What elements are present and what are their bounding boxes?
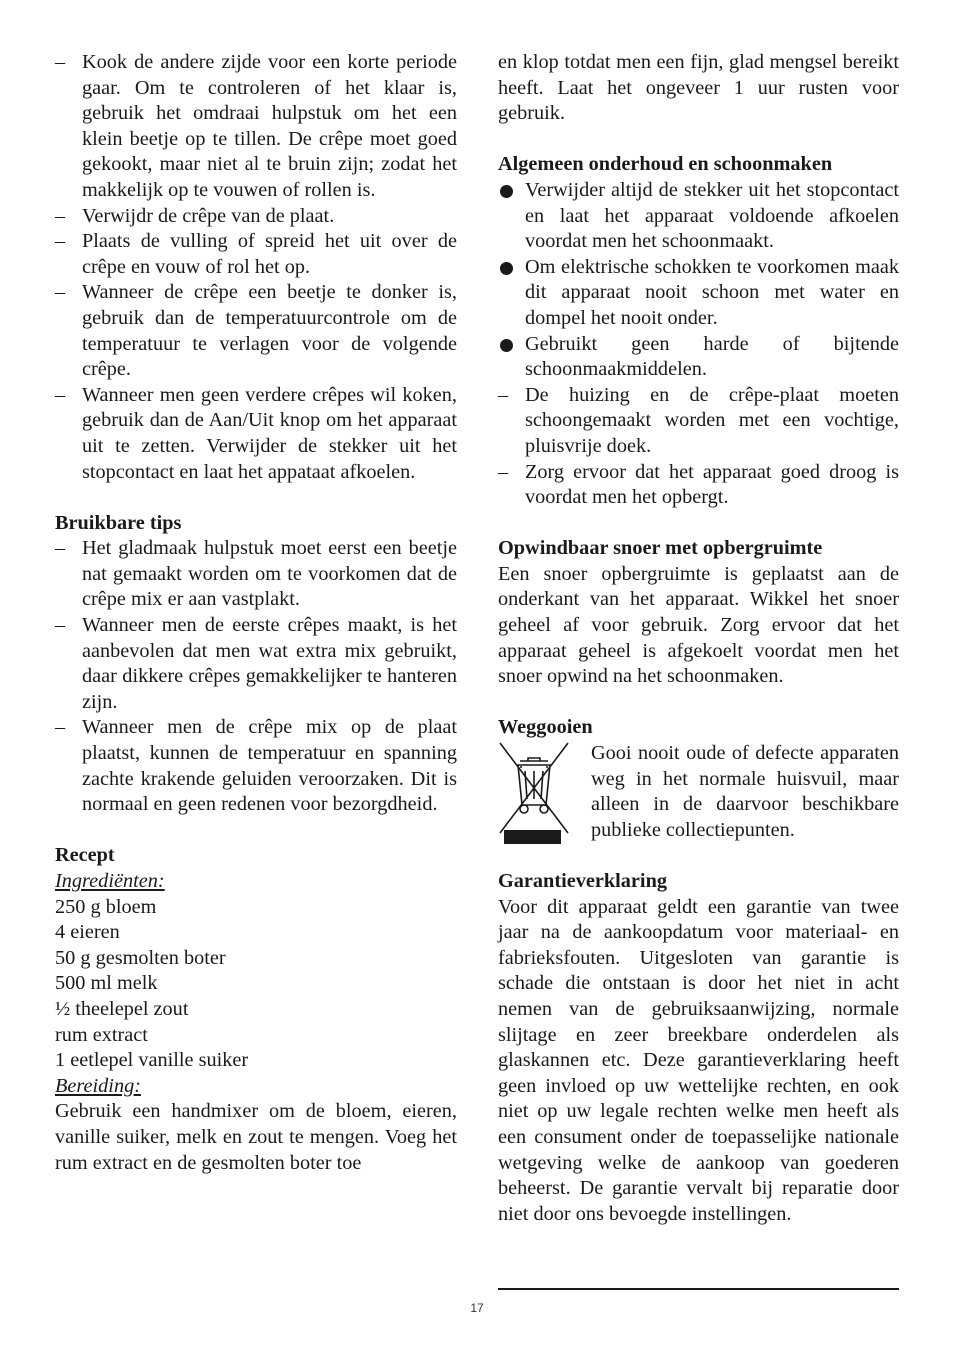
intro-steps-list (55, 50, 457, 485)
warranty-text: Voor dit apparaat geldt een garantie van twee jaar na de aankoopdatum voor materiaal- en fabrieksfouten. Uitgesloten van garantie is schade die ontstaan is door het niet in acht nemen van de gebruiksaanwijzing, normale slijtage en zeer breekbare onderdelen als glaskannen etc. Deze garantieverklaring heeft geen invloed op uw wettelijke rechten, en ook niet op uw legale rechten welke men heeft als een consument onder de toepasselijke nationale wetgeving welke de aankoop van goederen beheerst. De garantie vervalt bij reparatie door niet door ons bevoegde instellingen. (498, 895, 899, 1225)
list-item: – Plaats de vulling of spreid het uit over de crêpe en vouw of rol het op. (55, 230, 457, 278)
list-item: – Het gladmaak hulpstuk moet eerst een beetje nat gemaakt worden om te voorkomen dat de crêpe mix er aan vastplakt. (55, 537, 457, 611)
preparation-text: Gebruik een handmixer om de bloem, eieren, vanille suiker, melk en zout te mengen. Voeg het rum extract en de gesmolten boter toe (55, 1100, 457, 1174)
ingredient-item: ½ theelepel zout (55, 997, 189, 1020)
warranty-heading: Garantieverklaring (498, 870, 667, 892)
bullet-icon (500, 185, 513, 198)
bullet-icon (500, 262, 513, 275)
list-item: – Wanneer men geen verdere crêpes wil koken, gebruik dan de Aan/Uit knop om het apparaat uit te zetten. Verwijder de stekker uit het stopcontact en laat het appataat afkoelen. (55, 383, 457, 483)
list-item: – Verwijdr de crêpe van de plaat. (55, 204, 335, 227)
page-number: 17 (470, 1301, 484, 1315)
cord-storage-text: Een snoer opbergruimte is geplaatst aan de onderkant van het apparaat. Wikkel het snoer geheel af voor gebruik. Zorg ervoor dat het apparaat geheel is afgekoelt voordat men het snoer opwind na het schoonmaken. (498, 562, 899, 688)
ingredient-item: 500 ml melk (55, 972, 158, 995)
disposal-heading: Weggooien (498, 716, 593, 739)
list-item: – Kook de andere zijde voor een korte periode gaar. Om te controleren of het klaar is, gebruik het omdraai hulpstuk om het een klein beetje op te tillen. De crêpe moet goed gekookt, maar niet al te bruin zijn; zodat het makkelijk op te vouwen of rollen is. (55, 51, 457, 201)
left-column (55, 50, 457, 1176)
list-item: – Wanneer men de crêpe mix op de plaat plaatst, kunnen de temperatuur en spanning zachte krakende geluiden veroorzaken. Dit is normaal en geen redenen voor bezorgdheid. (55, 716, 457, 816)
recipe-heading: Recept (55, 844, 115, 867)
list-item: – Zorg ervoor dat het apparaat goed droog is voordat men het opbergt. (498, 460, 899, 509)
disposal-block (498, 741, 899, 843)
list-item: – De huizing en de crêpe-plaat moeten schoongemaakt worden met een vochtige, pluisvrije doek. (498, 383, 899, 457)
preparation-continued-text: en klop totdat men een fijn, glad mengsel bereikt heeft. Laat het ongeveer 1 uur rusten voor gebruik. (498, 51, 899, 125)
tips-heading: Bruikbare tips (55, 511, 182, 534)
ingredient-item: 1 eetlepel vanille suiker (55, 1049, 249, 1072)
ingredients-label: Ingrediënten: (55, 870, 165, 892)
list-item: Gebruikt geen harde of bijtende schoonmaakmiddelen. (498, 332, 899, 383)
list-item: – Wanneer men de eerste crêpes maakt, is het aanbevolen dat men wat extra mix gebruikt, daar dikkere crêpes gemakkelijker te hanteren zijn. (55, 614, 457, 713)
maintenance-heading: Algemeen onderhoud en schoonmaken (498, 153, 833, 176)
cord-storage-heading: Opwindbaar snoer met opbergruimte (498, 537, 823, 560)
ingredient-item: 250 g bloem (55, 895, 157, 918)
list-item: – Wanneer de crêpe een beetje te donker is, gebruik dan de temperatuurcontrole om de temperatuur te verlagen voor de volgende crêpe. (55, 281, 457, 381)
ingredient-item: 4 eieren (55, 921, 120, 944)
tips-list (55, 536, 457, 818)
footer-divider (498, 1288, 899, 1290)
crossed-out-wheelie-bin-icon (498, 741, 570, 845)
bullet-icon (500, 339, 513, 352)
list-item: Om elektrische schokken te voorkomen maak dit apparaat nooit schoon met water en dompel het nooit onder. (498, 255, 899, 332)
preparation-label: Bereiding: (55, 1074, 141, 1097)
ingredient-item: 50 g gesmolten boter (55, 946, 226, 969)
right-column (498, 50, 899, 1227)
disposal-text: Gooi nooit oude of defecte apparaten weg in het normale huisvuil, maar alleen in de daarvoor beschikbare publieke collectiepunten. (591, 742, 899, 841)
ingredient-item: rum extract (55, 1023, 148, 1046)
list-item: Verwijder altijd de stekker uit het stopcontact en laat het apparaat voldoende afkoelen voordat men het schoonmaakt. (498, 178, 899, 255)
maintenance-list (498, 178, 899, 511)
